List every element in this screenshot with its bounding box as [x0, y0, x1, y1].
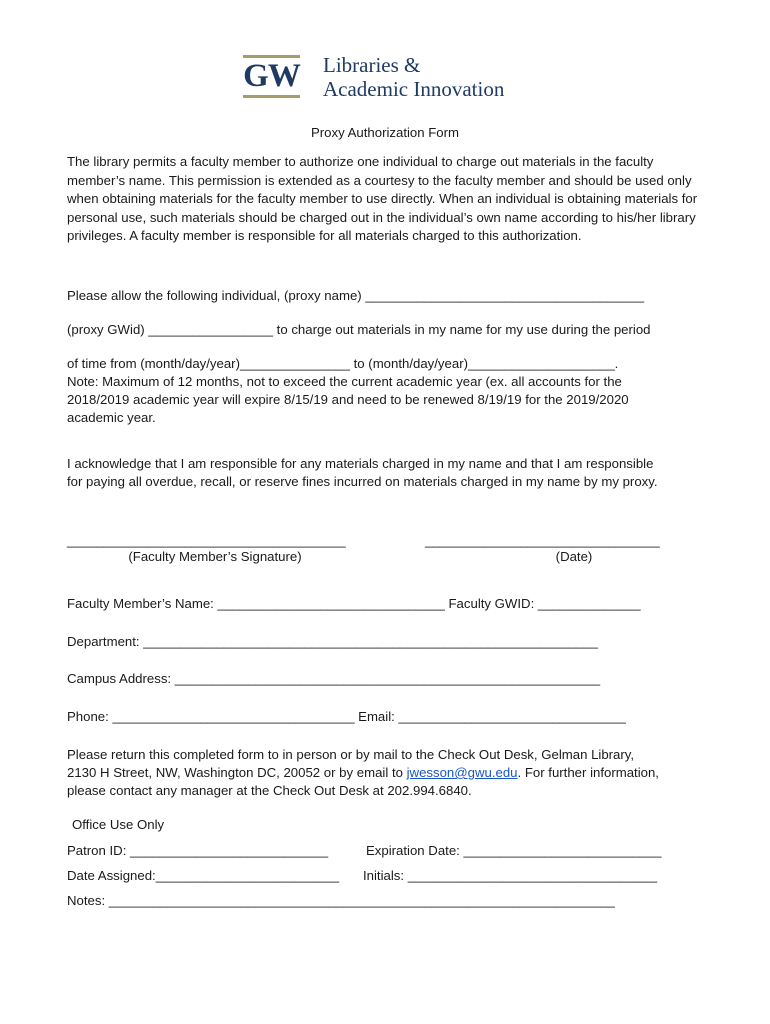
note-line-1: Note: Maximum of 12 months, not to exceed the current academic year (ex. all accounts for the [67, 374, 622, 389]
campus-address-field[interactable]: Campus Address: __________________________________________________________ [67, 671, 601, 686]
date-caption: (Date) [555, 549, 593, 564]
period-line: of time from (month/day/year)_______________ to (month/day/year)____________________. [67, 356, 619, 371]
gw-libraries-logo [243, 55, 533, 101]
logo-line-2: Academic Innovation [323, 77, 505, 101]
acknowledge-line-1: I acknowledge that I am responsible for any materials charged in my name and that I am responsible [67, 456, 654, 471]
acknowledge-line-2: for paying all overdue, recall, or reserve fines incurred on materials charged in my name by my proxy. [67, 474, 658, 489]
note-line-2: 2018/2019 academic year will expire 8/15/19 and need to be renewed 8/19/19 for the 2019/2020 [67, 392, 629, 407]
logo-gw-letters: GW [243, 58, 300, 94]
logo-bottom-bar [243, 95, 300, 98]
gw-logo-mark [243, 55, 300, 99]
proxy-name-line: Please allow the following individual, (proxy name) ______________________________________ [67, 288, 645, 303]
office-use-title: Office Use Only [72, 817, 165, 832]
patron-id-field[interactable]: Patron ID: ___________________________ [67, 843, 329, 858]
logo-text [323, 53, 504, 101]
return-line-3: please contact any manager at the Check Out Desk at 202.994.6840. [67, 783, 472, 798]
notes-field[interactable]: Notes: _____________________________________________________________________ [67, 893, 615, 908]
return-line-2 [67, 764, 659, 783]
form-title: Proxy Authorization Form [310, 125, 460, 140]
intro-paragraph: The library permits a faculty member to authorize one individual to charge out materials in the faculty member’s name. This permission is extended as a courtesy to the faculty member and should be used only when obtaining materials for the faculty member to use directly. When an individual is obtaining materials for personal use, such materials should be charged out in the individual’s own name according to his/her library privileges. A faculty member is responsible for all materials charged to this authorization. [67, 154, 698, 243]
return-line-1: Please return this completed form to in person or by mail to the Check Out Desk, Gelman Library, [67, 747, 635, 762]
return-email-link[interactable]: jwesson@gwu.edu [406, 765, 518, 780]
initials-field[interactable]: Initials: __________________________________ [363, 868, 658, 883]
expiration-date-field[interactable]: Expiration Date: ___________________________ [366, 843, 662, 858]
logo-line-1: Libraries & [323, 53, 421, 77]
faculty-name-gwid-field[interactable]: Faculty Member’s Name: _______________________________ Faculty GWID: ______________ [67, 596, 641, 611]
signature-caption: (Faculty Member’s Signature) [128, 549, 302, 564]
phone-email-field[interactable]: Phone: _________________________________ Email: _______________________________ [67, 709, 626, 724]
date-field[interactable]: ________________________________ [425, 533, 660, 548]
date-assigned-field[interactable]: Date Assigned:_________________________ [67, 868, 340, 883]
department-field[interactable]: Department: ______________________________________________________________ [67, 634, 598, 649]
return-line-2-suffix: . For further information, [517, 765, 659, 780]
signature-field[interactable]: ______________________________________ [67, 533, 346, 548]
proxy-gwid-line: (proxy GWid) _________________ to charge out materials in my name for my use during the period [67, 322, 651, 337]
return-line-2-prefix: 2130 H Street, NW, Washington DC, 20052 or by email to [67, 765, 407, 780]
note-line-3: academic year. [67, 410, 156, 425]
